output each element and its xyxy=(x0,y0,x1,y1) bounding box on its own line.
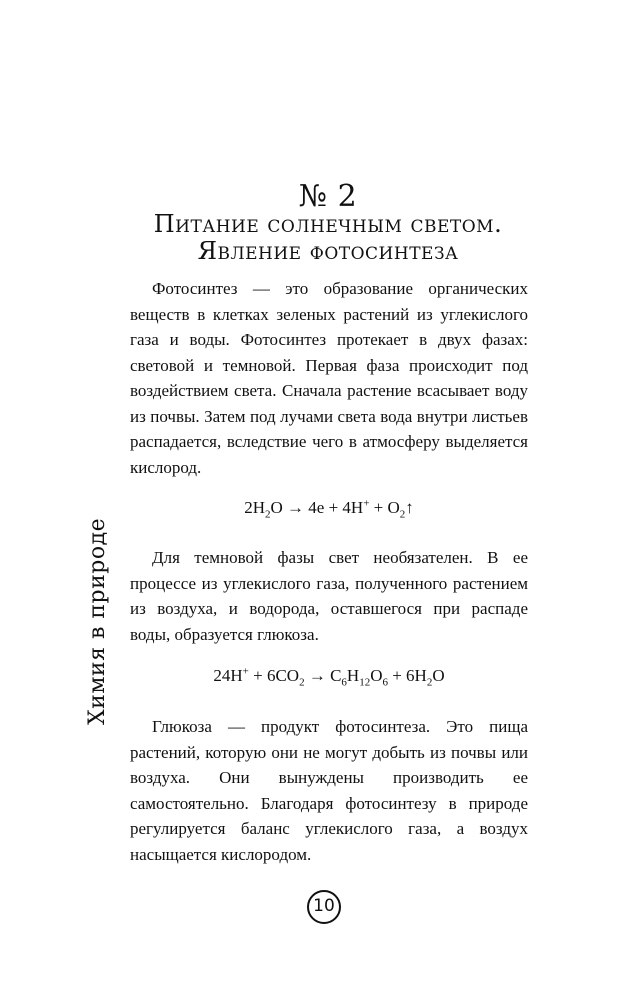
running-title xyxy=(52,400,132,730)
section-number: № 2 xyxy=(298,179,358,214)
paragraph-2: Для темновой фазы свет необязателен. В ее процессе из углекислого газа, полученного растением из воздуха, и водорода, оставшегося при распаде воды, образуется глюкоза. xyxy=(130,548,528,644)
section-title-line-1: Питание солнечным светом. xyxy=(153,210,503,238)
formula-glucose-synthesis: $24H^+ + 6CO_2 \to C_6H_{12}O_6 + 6H_2O$ xyxy=(213,665,445,689)
formula-water-splitting: $2H_2O \to 4e + 4H^+$ + $O_2↑$ xyxy=(244,497,414,521)
paragraph-1: Фотосинтез — это образование органических веществ в клетках зеленых растений из углекислого газа и воды. Фотосинтез протекает в двух фазах: световой и темновой. Первая фаза происходит под воздействием света. Сначала растение всасывает воду из почвы. Затем под лучами света вода внутри листьев распадается, вследствие чего в атмосферу выделяется кислород. xyxy=(130,279,528,477)
paragraph-3: Глюкоза — продукт фотосинтеза. Это пища растений, которую они не могут добыть из почвы или воздуха. Они вынуждены производить ее самостоятельно. Благодаря фотосинтезу в природе регулируется баланс углекислого газа, а воздух насыщается кислородом. xyxy=(130,717,528,864)
running-title-svg xyxy=(52,400,132,730)
section-title-line-2: Явление фотосинтеза xyxy=(197,237,459,265)
running-title-text: Химия в природе xyxy=(85,517,110,725)
page-number: 10 xyxy=(307,890,341,924)
